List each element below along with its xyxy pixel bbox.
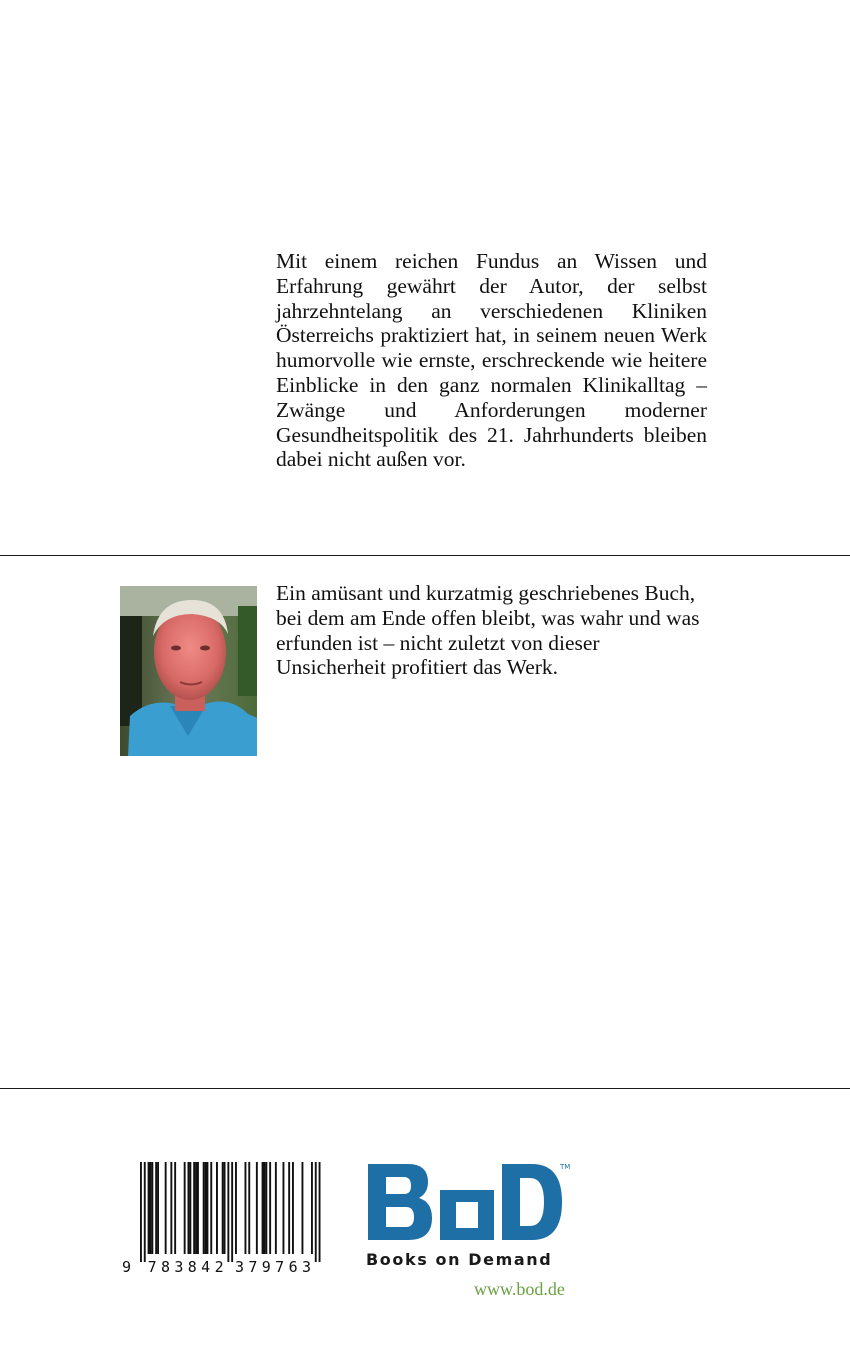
barcode-bar: [150, 1162, 152, 1254]
barcode-bar: [302, 1162, 304, 1254]
isbn-barcode: [118, 1160, 328, 1275]
barcode-digits-left: 783842: [147, 1258, 224, 1275]
book-description: Ein amüsant und kurzatmig geschriebenes Buch, bei dem am Ende offen bleibt, was wahr und was erfunden ist – nicht zuletzt von dieser Unsicherheit profitiert das Werk.: [276, 581, 700, 680]
barcode-bar: [193, 1162, 195, 1254]
barcode-bar: [311, 1162, 313, 1254]
barcode-bar: [170, 1162, 172, 1254]
barcode-digit-first: 9: [122, 1258, 132, 1275]
barcode-bar: [262, 1162, 264, 1254]
barcode-bar: [184, 1162, 186, 1254]
barcode-bar: [245, 1162, 247, 1254]
barcode-bar: [203, 1162, 205, 1254]
barcode-bar: [275, 1162, 277, 1254]
barcode-bar: [227, 1162, 229, 1262]
bod-logo-letter-d: [502, 1164, 562, 1240]
back-cover-blurb: Mit einem reichen Fundus an Wissen und Erfahrung gewährt der Autor, der selbst jahrzehntelang an verschiedenen Kliniken Österreichs praktiziert hat, in seinem neuen Werk humorvolle wie ernste, erschreckende wie heitere Einblicke in den ganz normalen Klinikalltag – Zwänge und Anforderungen moderner Gesundheitspolitik des 21. Jahrhunderts bleiben dabei nicht außen vor.: [276, 249, 707, 472]
barcode-bar: [235, 1162, 237, 1254]
barcode-bar: [248, 1162, 250, 1254]
divider-bottom: [0, 1088, 850, 1089]
barcode-bar: [216, 1162, 218, 1254]
barcode-bar: [231, 1162, 233, 1262]
divider-top: [0, 555, 850, 556]
barcode-bar: [197, 1162, 199, 1254]
barcode-bar: [188, 1162, 190, 1254]
barcode-bar: [319, 1162, 321, 1262]
trademark-symbol: TM: [560, 1163, 571, 1171]
barcode-bar: [315, 1162, 317, 1262]
barcode-bar: [205, 1162, 207, 1254]
barcode-bar: [140, 1162, 142, 1262]
bod-logo-letter-b: [368, 1164, 432, 1240]
barcode-bar: [207, 1162, 209, 1254]
publisher-website[interactable]: www.bod.de: [474, 1279, 565, 1299]
publisher-tagline: Books on Demand: [366, 1250, 553, 1269]
barcode-bar: [292, 1162, 294, 1254]
barcode-bar: [222, 1162, 224, 1254]
barcode-bar: [265, 1162, 267, 1254]
barcode-bar: [148, 1162, 150, 1254]
barcode-bar: [174, 1162, 176, 1254]
barcode-bar: [269, 1162, 271, 1254]
barcode-digits-right: 379763: [235, 1258, 311, 1275]
barcode-bar: [224, 1162, 226, 1254]
barcode-bar: [264, 1162, 266, 1254]
barcode-bar: [256, 1162, 258, 1254]
author-photo: [120, 586, 257, 756]
barcode-bar: [283, 1162, 285, 1254]
barcode-bar: [189, 1162, 191, 1254]
barcode-bar: [288, 1162, 290, 1254]
bod-logo-letter-o: [440, 1190, 494, 1240]
barcode-bar: [210, 1162, 212, 1254]
barcode-bar: [165, 1162, 167, 1254]
barcode-bar: [151, 1162, 153, 1254]
barcode-bar: [144, 1162, 146, 1262]
barcode-bar: [157, 1162, 159, 1254]
barcode-bar: [155, 1162, 157, 1254]
barcode-bar: [195, 1162, 197, 1254]
